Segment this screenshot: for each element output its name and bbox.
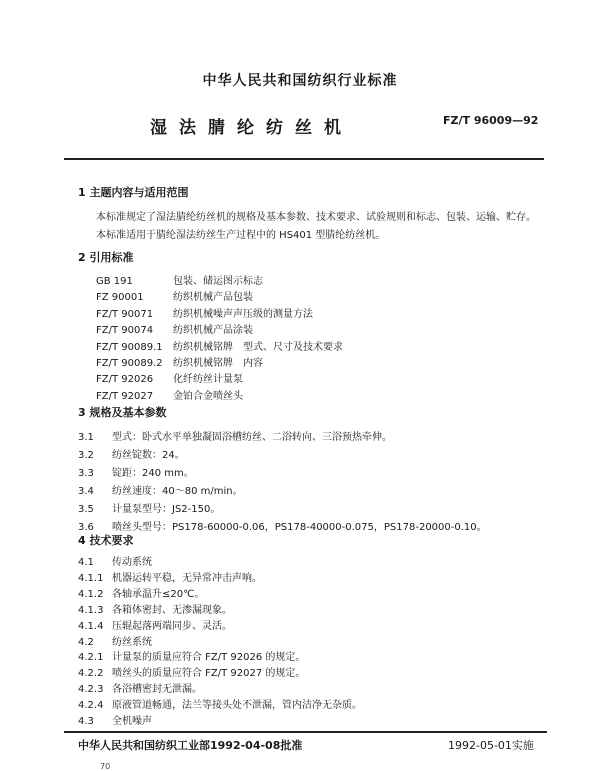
reference-item xyxy=(96,321,253,336)
clause-item xyxy=(78,696,362,711)
reference-item xyxy=(96,354,263,369)
reference-item xyxy=(96,338,343,353)
clause-item-number: 4.2.3 xyxy=(78,684,104,696)
reference-item-text: 纺织机械铭牌 型式、尺寸及技术要求 xyxy=(173,341,343,353)
clause-item xyxy=(78,446,185,461)
clause-item xyxy=(78,617,232,632)
clause-item-text: 计量泵型号：JS2-150。 xyxy=(112,504,221,515)
clause-item xyxy=(78,482,243,497)
section-4-heading: 4 技术要求 xyxy=(78,534,134,547)
clause-item-number: 4.1.4 xyxy=(78,620,104,632)
clause-item xyxy=(78,585,204,600)
clause-item-text: 喷丝头的质量应符合 FZ/T 92027 的规定。 xyxy=(112,668,306,680)
reference-item-text: 纺织机械噪声声压级的测量方法 xyxy=(173,308,313,320)
standard-code: FZ/T 96009—92 xyxy=(443,114,539,127)
clause-item-number: 3.3 xyxy=(78,468,94,479)
clause-item-text: 机器运转平稳，无异常冲击声响。 xyxy=(112,572,262,584)
clause-item-number: 4.2.1 xyxy=(78,652,104,664)
reference-item-number: FZ/T 90089.2 xyxy=(96,358,163,369)
reference-item xyxy=(96,288,253,303)
clause-item-text: 全机噪声 xyxy=(112,716,152,727)
clause-item-text: 锭距：240 mm。 xyxy=(112,468,194,479)
reference-item-text: 纺织机械产品涂装 xyxy=(173,325,253,337)
reference-item-number: FZ/T 92026 xyxy=(96,374,154,386)
clause-item-number: 4.2.2 xyxy=(78,668,104,680)
clause-item-number: 4.3 xyxy=(78,716,94,727)
section-1-paragraph: 本标准规定了湿法腈纶纺丝机的规格及基本参数、技术要求、试验规则和标志、包装、运输、贮存。 xyxy=(96,212,536,223)
clause-item-number: 4.1.2 xyxy=(78,588,104,600)
reference-item-number: FZ/T 90071 xyxy=(96,308,154,320)
clause-item-text: 纺丝系统 xyxy=(112,636,152,648)
reference-item-number: GB 191 xyxy=(96,276,133,287)
clause-item-number: 4.1 xyxy=(78,557,94,568)
clause-item-text: 纺丝速度：40～80 m/min。 xyxy=(112,486,243,497)
clause-item-number: 3.6 xyxy=(78,522,94,533)
clause-item-number: 4.1.1 xyxy=(78,572,104,584)
reference-item-number: FZ/T 90089.1 xyxy=(96,341,163,353)
clause-item-number: 3.5 xyxy=(78,504,94,515)
footer-divider xyxy=(64,731,547,733)
clause-item-number: 4.1.3 xyxy=(78,604,104,616)
clause-item xyxy=(78,712,152,727)
clause-item-number: 4.2.4 xyxy=(78,700,104,712)
clause-item-text: 计量泵的质量应符合 FZ/T 92026 的规定。 xyxy=(112,652,306,664)
clause-item-text: 各箱体密封、无渗漏现象。 xyxy=(112,604,232,616)
reference-item xyxy=(96,305,313,320)
reference-item xyxy=(96,387,243,402)
reference-item-text: 纺织机械铭牌 内容 xyxy=(173,358,263,369)
reference-item xyxy=(96,370,243,385)
clause-item-text: 喷丝头型号：PS178-60000-0.06，PS178-40000-0.075，PS178-20000-0.10。 xyxy=(112,522,487,533)
clause-item-text: 各轴承温升≤20℃。 xyxy=(112,588,205,600)
effective-date: 1992-05-01实施 xyxy=(448,739,534,752)
clause-item xyxy=(78,569,262,584)
reference-item-number: FZ 90001 xyxy=(96,292,144,304)
clause-item-text: 纺丝锭数：24。 xyxy=(112,450,185,461)
reference-item-number: FZ/T 90074 xyxy=(96,325,154,337)
reference-item-text: 包装、储运图示标志 xyxy=(173,276,263,287)
clause-item-number: 3.2 xyxy=(78,450,94,461)
section-1-heading: 1 主题内容与适用范围 xyxy=(78,186,189,199)
clause-item-text: 传动系统 xyxy=(112,557,152,568)
clause-item xyxy=(78,464,194,479)
reference-item-text: 金铂合金喷丝头 xyxy=(173,390,243,402)
clause-item-text: 型式：卧式水平单独凝固浴槽纺丝、二浴转向、三浴预热牵伸。 xyxy=(112,432,392,443)
clause-item-number: 3.4 xyxy=(78,486,94,497)
clause-item-text: 各浴槽密封无泄漏。 xyxy=(112,684,202,696)
section-3-heading: 3 规格及基本参数 xyxy=(78,406,167,419)
section-2-heading: 2 引用标准 xyxy=(78,251,134,264)
clause-item-text: 原液管道畅通，法兰等接头处不泄漏，管内洁净无杂质。 xyxy=(112,700,362,712)
header-divider xyxy=(64,158,544,160)
clause-item xyxy=(78,553,152,568)
document-title: 湿法腈纶纺丝机 xyxy=(150,118,353,138)
clause-item-text: 压辊起落两端同步、灵活。 xyxy=(112,620,232,632)
clause-item xyxy=(78,680,202,695)
clause-item-number: 3.1 xyxy=(78,432,94,443)
clause-item xyxy=(78,428,392,443)
clause-item xyxy=(78,500,220,515)
clause-item xyxy=(78,664,305,679)
reference-item-text: 纺织机械产品包装 xyxy=(173,292,253,304)
clause-item xyxy=(78,518,487,533)
reference-item-text: 化纤纺丝计量泵 xyxy=(173,374,243,386)
page-number: 70 xyxy=(100,762,111,771)
approval-text: 中华人民共和国纺织工业部1992-04-08批准 xyxy=(78,739,303,752)
section-1-paragraph: 本标准适用于腈纶湿法纺丝生产过程中的 HS401 型腈纶纺丝机。 xyxy=(96,230,386,241)
clause-item xyxy=(78,601,232,616)
reference-item-number: FZ/T 92027 xyxy=(96,390,154,402)
ministry-title: 中华人民共和国纺织行业标准 xyxy=(202,73,398,89)
reference-item xyxy=(96,272,263,287)
clause-item xyxy=(78,633,152,648)
clause-item xyxy=(78,648,305,663)
clause-item-number: 4.2 xyxy=(78,636,94,648)
